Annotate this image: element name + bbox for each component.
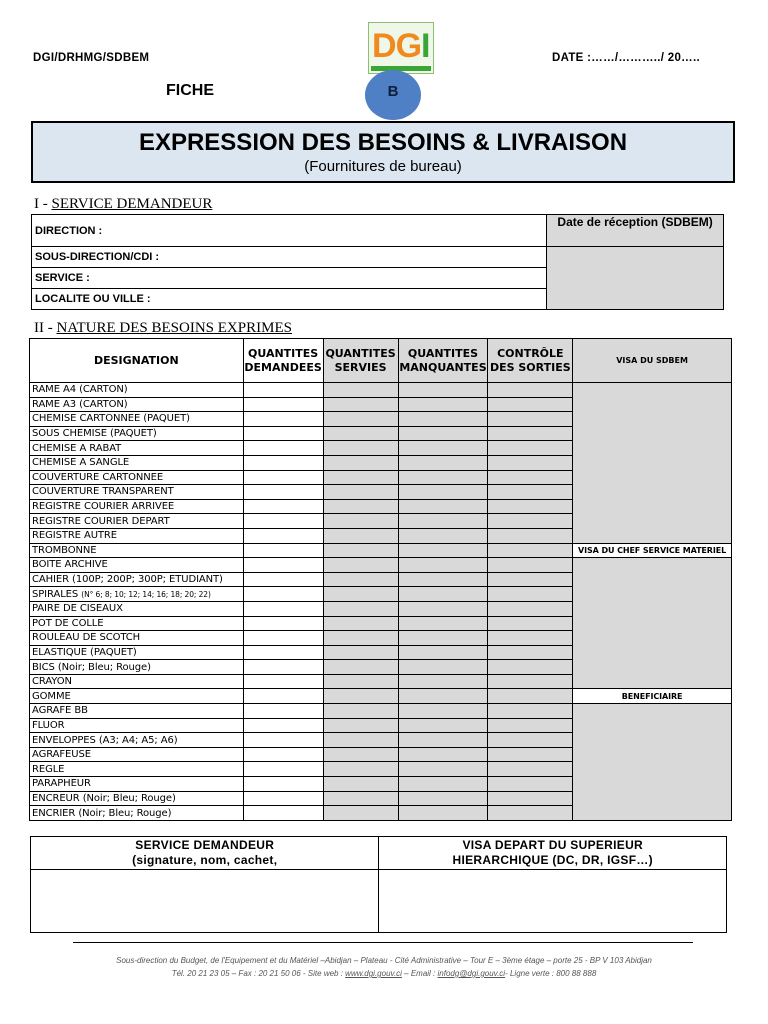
col-visa-sdbem: VISA DU SDBEM — [573, 339, 732, 383]
qty-demandees-cell[interactable] — [243, 485, 323, 500]
item-designation: CRAYON — [30, 674, 244, 689]
qty-demandees-cell[interactable] — [243, 543, 323, 558]
qty-servies-cell[interactable] — [323, 762, 398, 777]
qty-servies-cell[interactable] — [323, 631, 398, 646]
controle-cell[interactable] — [488, 397, 573, 412]
controle-cell[interactable] — [488, 747, 573, 762]
qty-manquantes-cell[interactable] — [398, 733, 488, 748]
item-designation: SPIRALES (N° 6; 8; 10; 12; 14; 16; 18; 20; 22) — [30, 587, 244, 602]
table-row — [30, 689, 732, 704]
qty-demandees-cell[interactable] — [243, 558, 323, 573]
controle-cell[interactable] — [488, 441, 573, 456]
qty-manquantes-cell[interactable] — [398, 645, 488, 660]
qty-demandees-cell[interactable] — [243, 412, 323, 427]
item-designation: COUVERTURE CARTONNEE — [30, 470, 244, 485]
item-designation: TROMBONNE — [30, 543, 244, 558]
col-manquantes: QUANTITES MANQUANTES — [398, 339, 488, 383]
item-designation: AGRAFE BB — [30, 704, 244, 719]
controle-cell[interactable] — [488, 455, 573, 470]
controle-cell[interactable] — [488, 528, 573, 543]
qty-manquantes-cell[interactable] — [398, 689, 488, 704]
qty-servies-cell[interactable] — [323, 455, 398, 470]
qty-servies-cell[interactable] — [323, 806, 398, 821]
qty-servies-cell[interactable] — [323, 543, 398, 558]
controle-cell[interactable] — [488, 660, 573, 675]
qty-demandees-cell[interactable] — [243, 747, 323, 762]
item-designation: RAME A3 (CARTON) — [30, 397, 244, 412]
item-designation: REGISTRE AUTRE — [30, 528, 244, 543]
qty-servies-cell[interactable] — [323, 426, 398, 441]
qty-servies-cell[interactable] — [323, 485, 398, 500]
qty-demandees-cell[interactable] — [243, 704, 323, 719]
visa-chef-label: VISA DU CHEF SERVICE MATERIEL — [573, 543, 732, 558]
controle-cell[interactable] — [488, 689, 573, 704]
qty-manquantes-cell[interactable] — [398, 455, 488, 470]
qty-manquantes-cell[interactable] — [398, 762, 488, 777]
qty-manquantes-cell[interactable] — [398, 601, 488, 616]
fiche-letter-badge: B — [365, 70, 421, 120]
item-designation: CHEMISE CARTONNEE (PAQUET) — [30, 412, 244, 427]
localite-field[interactable]: LOCALITE OU VILLE : — [32, 289, 547, 310]
controle-cell[interactable] — [488, 587, 573, 602]
qty-manquantes-cell[interactable] — [398, 616, 488, 631]
qty-manquantes-cell[interactable] — [398, 397, 488, 412]
item-designation: ENCRIER (Noir; Bleu; Rouge) — [30, 806, 244, 821]
controle-cell[interactable] — [488, 601, 573, 616]
qty-manquantes-cell[interactable] — [398, 412, 488, 427]
item-designation: SOUS CHEMISE (PAQUET) — [30, 426, 244, 441]
qty-demandees-cell[interactable] — [243, 470, 323, 485]
col-controle: CONTRÔLE DES SORTIES — [488, 339, 573, 383]
qty-manquantes-cell[interactable] — [398, 426, 488, 441]
controle-cell[interactable] — [488, 645, 573, 660]
item-designation: REGLE — [30, 762, 244, 777]
qty-servies-cell[interactable] — [323, 412, 398, 427]
controle-cell[interactable] — [488, 777, 573, 792]
controle-cell[interactable] — [488, 426, 573, 441]
service-table — [31, 214, 724, 310]
qty-servies-cell[interactable] — [323, 528, 398, 543]
item-designation: GOMME — [30, 689, 244, 704]
controle-cell[interactable] — [488, 616, 573, 631]
controle-cell[interactable] — [488, 674, 573, 689]
qty-demandees-cell[interactable] — [243, 616, 323, 631]
qty-manquantes-cell[interactable] — [398, 558, 488, 573]
fiche-label: FICHE — [166, 82, 214, 99]
item-designation: BICS (Noir; Bleu; Rouge) — [30, 660, 244, 675]
qty-manquantes-cell[interactable] — [398, 514, 488, 529]
item-designation: BOITE ARCHIVE — [30, 558, 244, 573]
qty-manquantes-cell[interactable] — [398, 791, 488, 806]
qty-manquantes-cell[interactable] — [398, 543, 488, 558]
qty-demandees-cell[interactable] — [243, 528, 323, 543]
qty-servies-cell[interactable] — [323, 791, 398, 806]
qty-manquantes-cell[interactable] — [398, 747, 488, 762]
qty-servies-cell[interactable] — [323, 558, 398, 573]
beneficiaire-label: BENEFICIAIRE — [573, 689, 732, 704]
qty-manquantes-cell[interactable] — [398, 383, 488, 398]
website-link[interactable]: www.dgi.gouv.ci — [345, 969, 402, 978]
reception-date-field[interactable] — [547, 247, 724, 310]
qty-manquantes-cell[interactable] — [398, 528, 488, 543]
controle-cell[interactable] — [488, 499, 573, 514]
item-designation: CHEMISE A RABAT — [30, 441, 244, 456]
section2-title: II - NATURE DES BESOINS EXPRIMES — [34, 320, 292, 336]
controle-cell[interactable] — [488, 572, 573, 587]
controle-cell[interactable] — [488, 514, 573, 529]
qty-demandees-cell[interactable] — [243, 426, 323, 441]
dgi-logo: DGI — [368, 22, 434, 74]
qty-servies-cell[interactable] — [323, 514, 398, 529]
qty-demandees-cell[interactable] — [243, 383, 323, 398]
col-demandees: QUANTITES DEMANDEES — [243, 339, 323, 383]
needs-table — [29, 338, 732, 821]
qty-servies-cell[interactable] — [323, 674, 398, 689]
qty-demandees-cell[interactable] — [243, 791, 323, 806]
qty-demandees-cell[interactable] — [243, 806, 323, 821]
qty-demandees-cell[interactable] — [243, 631, 323, 646]
qty-manquantes-cell[interactable] — [398, 704, 488, 719]
qty-servies-cell[interactable] — [323, 733, 398, 748]
qty-manquantes-cell[interactable] — [398, 485, 488, 500]
table-row — [30, 543, 732, 558]
controle-cell[interactable] — [488, 733, 573, 748]
qty-demandees-cell[interactable] — [243, 499, 323, 514]
qty-demandees-cell[interactable] — [243, 441, 323, 456]
qty-manquantes-cell[interactable] — [398, 470, 488, 485]
table-row — [30, 704, 732, 719]
footer-contact: Tél. 20 21 23 05 – Fax : 20 21 50 06 - Site web : www.dgi.gouv.ci – Email : infodg@dgi.gouv.ci- Ligne verte : 800 88 888 — [171, 969, 597, 978]
table-row — [30, 383, 732, 398]
qty-demandees-cell[interactable] — [243, 645, 323, 660]
item-designation: FLUOR — [30, 718, 244, 733]
item-designation: AGRAFEUSE — [30, 747, 244, 762]
controle-cell[interactable] — [488, 383, 573, 398]
table-row — [30, 558, 732, 573]
footer-address: Sous-direction du Budget, de l'Equipement et du Matériel –Abidjan – Plateau - Cité Administrative – Tour E – 3ème étage – porte 25 - BP V 103 Abidjan — [116, 956, 652, 965]
controle-cell[interactable] — [488, 543, 573, 558]
qty-manquantes-cell[interactable] — [398, 587, 488, 602]
controle-cell[interactable] — [488, 806, 573, 821]
qty-demandees-cell[interactable] — [243, 674, 323, 689]
qty-manquantes-cell[interactable] — [398, 572, 488, 587]
qty-servies-cell[interactable] — [323, 397, 398, 412]
item-designation: PAIRE DE CISEAUX — [30, 601, 244, 616]
document-title-box — [31, 121, 735, 183]
qty-manquantes-cell[interactable] — [398, 674, 488, 689]
qty-demandees-cell[interactable] — [243, 397, 323, 412]
direction-field[interactable]: DIRECTION : — [32, 215, 547, 247]
item-designation: COUVERTURE TRANSPARENT — [30, 485, 244, 500]
qty-demandees-cell[interactable] — [243, 718, 323, 733]
visa-chef-field[interactable] — [573, 558, 732, 689]
qty-servies-cell[interactable] — [323, 645, 398, 660]
sous-direction-field[interactable]: SOUS-DIRECTION/CDI : — [32, 247, 547, 268]
qty-manquantes-cell[interactable] — [398, 718, 488, 733]
qty-demandees-cell[interactable] — [243, 572, 323, 587]
date-field[interactable]: DATE :……/………../ 20….. — [552, 52, 700, 64]
controle-cell[interactable] — [488, 791, 573, 806]
qty-servies-cell[interactable] — [323, 777, 398, 792]
qty-servies-cell[interactable] — [323, 441, 398, 456]
qty-demandees-cell[interactable] — [243, 514, 323, 529]
qty-servies-cell[interactable] — [323, 689, 398, 704]
item-designation: CAHIER (100P; 200P; 300P; ETUDIANT) — [30, 572, 244, 587]
item-designation: ENVELOPPES (A3; A4; A5; A6) — [30, 733, 244, 748]
controle-cell[interactable] — [488, 718, 573, 733]
qty-demandees-cell[interactable] — [243, 733, 323, 748]
controle-cell[interactable] — [488, 485, 573, 500]
qty-manquantes-cell[interactable] — [398, 499, 488, 514]
qty-servies-cell[interactable] — [323, 704, 398, 719]
qty-demandees-cell[interactable] — [243, 660, 323, 675]
qty-demandees-cell[interactable] — [243, 455, 323, 470]
qty-demandees-cell[interactable] — [243, 689, 323, 704]
service-demandeur-header: SERVICE DEMANDEUR (signature, nom, cachet, — [31, 837, 379, 870]
qty-servies-cell[interactable] — [323, 718, 398, 733]
controle-cell[interactable] — [488, 558, 573, 573]
qty-demandees-cell[interactable] — [243, 587, 323, 602]
spirales-sizes: (N° 6; 8; 10; 12; 14; 16; 18; 20; 22) — [81, 589, 211, 599]
item-designation: REGISTRE COURIER DEPART — [30, 514, 244, 529]
qty-servies-cell[interactable] — [323, 499, 398, 514]
controle-cell[interactable] — [488, 631, 573, 646]
qty-manquantes-cell[interactable] — [398, 441, 488, 456]
footer-divider — [73, 942, 693, 943]
qty-demandees-cell[interactable] — [243, 777, 323, 792]
qty-servies-cell[interactable] — [323, 572, 398, 587]
reception-date-label: Date de réception (SDBEM) — [547, 215, 724, 247]
controle-cell[interactable] — [488, 762, 573, 777]
item-designation: ENCREUR (Noir; Bleu; Rouge) — [30, 791, 244, 806]
item-designation: PARAPHEUR — [30, 777, 244, 792]
controle-cell[interactable] — [488, 470, 573, 485]
section1-title: I - SERVICE DEMANDEUR — [34, 196, 213, 212]
qty-manquantes-cell[interactable] — [398, 631, 488, 646]
controle-cell[interactable] — [488, 412, 573, 427]
qty-servies-cell[interactable] — [323, 660, 398, 675]
item-designation: ELASTIQUE (PAQUET) — [30, 645, 244, 660]
qty-servies-cell[interactable] — [323, 470, 398, 485]
signature-table — [30, 836, 727, 933]
item-designation: ROULEAU DE SCOTCH — [30, 631, 244, 646]
qty-manquantes-cell[interactable] — [398, 777, 488, 792]
qty-servies-cell[interactable] — [323, 747, 398, 762]
qty-servies-cell[interactable] — [323, 383, 398, 398]
qty-manquantes-cell[interactable] — [398, 806, 488, 821]
col-servies: QUANTITES SERVIES — [323, 339, 398, 383]
item-designation: CHEMISE A SANGLE — [30, 455, 244, 470]
visa-superieur-signature-field[interactable] — [379, 870, 727, 933]
qty-demandees-cell[interactable] — [243, 601, 323, 616]
document-title: EXPRESSION DES BESOINS & LIVRAISON — [138, 129, 628, 156]
item-designation: REGISTRE COURIER ARRIVEE — [30, 499, 244, 514]
beneficiaire-field[interactable] — [573, 704, 732, 821]
visa-superieur-header: VISA DEPART DU SUPERIEUR HIERARCHIQUE (DC, DR, IGSF…) — [379, 837, 727, 870]
service-field[interactable]: SERVICE : — [32, 268, 547, 289]
qty-servies-cell[interactable] — [323, 587, 398, 602]
visa-sdbem-field[interactable] — [573, 383, 732, 544]
controle-cell[interactable] — [488, 704, 573, 719]
item-designation: POT DE COLLE — [30, 616, 244, 631]
document-subtitle: (Fournitures de bureau) — [304, 158, 462, 175]
col-designation: DESIGNATION — [30, 339, 244, 383]
service-demandeur-signature-field[interactable] — [31, 870, 379, 933]
qty-demandees-cell[interactable] — [243, 762, 323, 777]
email-link[interactable]: infodg@dgi.gouv.ci — [437, 969, 506, 978]
qty-servies-cell[interactable] — [323, 616, 398, 631]
qty-servies-cell[interactable] — [323, 601, 398, 616]
qty-manquantes-cell[interactable] — [398, 660, 488, 675]
org-code: DGI/DRHMG/SDBEM — [33, 52, 150, 64]
item-designation: RAME A4 (CARTON) — [30, 383, 244, 398]
